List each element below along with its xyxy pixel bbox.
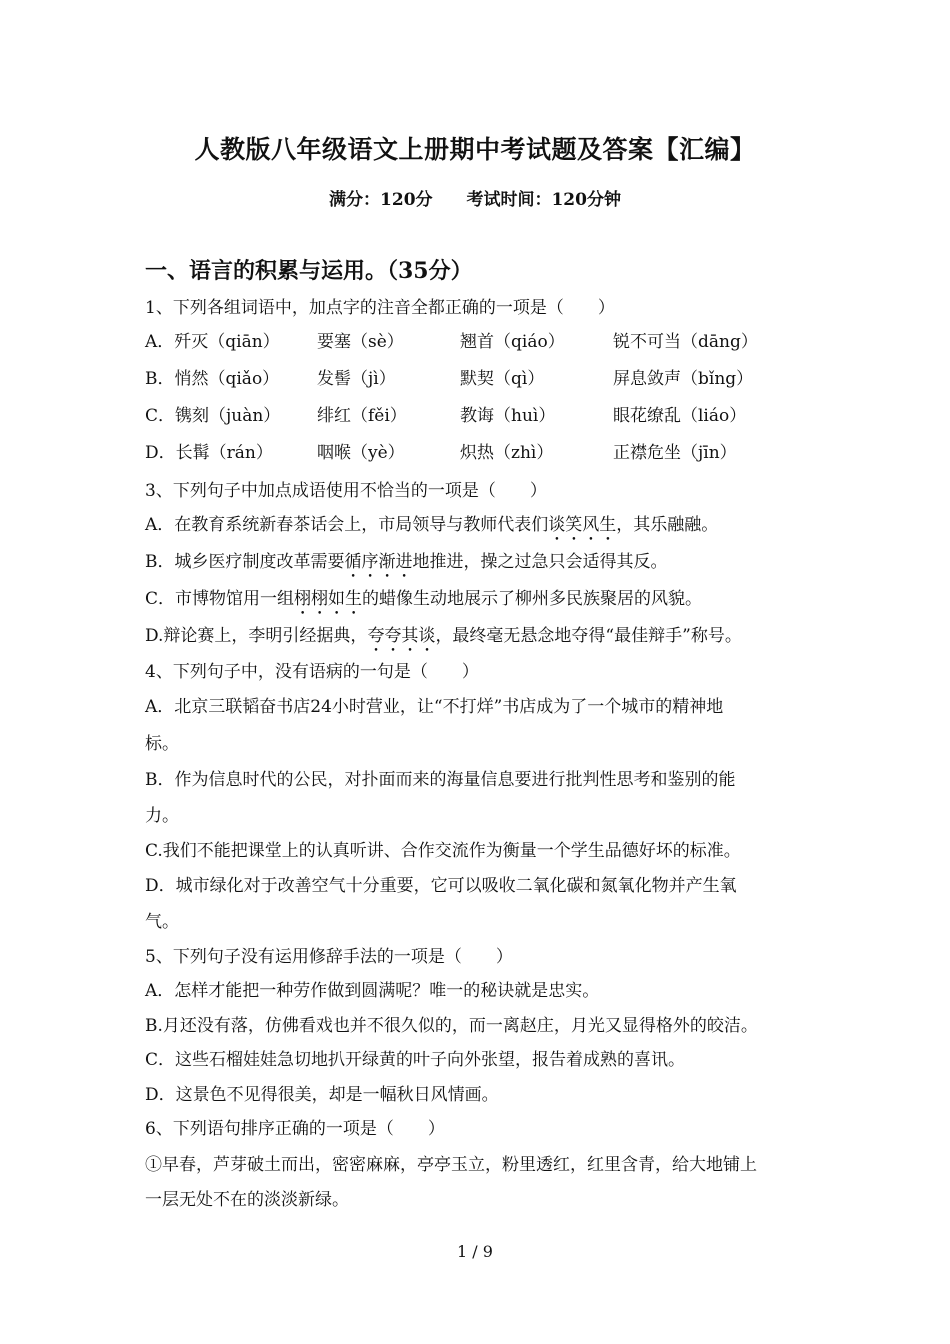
emphasized-idiom: 循序渐进 (344, 552, 413, 572)
question-6-stem: 6、下列语句排序正确的一项是（ ） (145, 1119, 445, 1139)
option-cell: 要塞（sè） (317, 332, 404, 352)
section-heading: 一、语言的积累与运用。（35分） (145, 258, 473, 284)
text-run: 地推进，操之过急只会适得其反。 (412, 552, 668, 572)
option-cell: 正襟危坐（jīn） (613, 443, 737, 463)
option-cell: 屏息敛声（bǐng） (613, 369, 754, 389)
q1-option-row-c (145, 401, 825, 427)
text-run: B．城乡医疗制度改革需要 (145, 552, 345, 572)
q5-option-c: C．这些石榴娃娃急切地扒开绿黄的叶子向外张望，报告着成熟的喜讯。 (145, 1050, 686, 1070)
option-cell: C．镌刻（juàn） (145, 406, 281, 426)
exam-time: 考试时间：120分钟 (466, 190, 621, 210)
full-score: 满分：120分 (329, 190, 433, 210)
exam-info (0, 185, 950, 210)
q3-option-b (145, 547, 668, 582)
q3-option-d (145, 621, 742, 656)
option-cell: 绯红（fěi） (317, 406, 407, 426)
option-cell: 咽喉（yè） (317, 443, 405, 463)
emphasized-idiom: 夸夸其谈 (367, 626, 436, 646)
q1-option-row-b (145, 364, 825, 390)
option-cell: 翘首（qiáo） (460, 332, 565, 352)
q6-sentence-1-cont: 一层无处不在的淡淡新绿。 (145, 1190, 349, 1210)
text-run: C．市博物馆用一组 (145, 589, 295, 609)
page-title: 人教版八年级语文上册期中考试题及答案【汇编】 (194, 135, 756, 164)
emphasized-idiom: 栩栩如生 (294, 589, 363, 609)
q3-option-c (145, 584, 702, 619)
text-run: A．在教育系统新春茶话会上，市局领导与教师代表们 (145, 515, 549, 535)
option-cell: 发髻（jì） (317, 369, 396, 389)
q5-option-b: B.月还没有落，仿佛看戏也并不很久似的，而一离赵庄，月光又显得格外的皎洁。 (145, 1016, 758, 1036)
q3-option-a (145, 510, 718, 545)
q5-option-a: A．怎样才能把一种劳作做到圆满呢？唯一的秘诀就是忠实。 (145, 981, 600, 1001)
emphasized-idiom: 谈笑风生 (548, 515, 617, 535)
q4-option-b: B．作为信息时代的公民，对扑面而来的海量信息要进行批判性思考和鉴别的能 (145, 770, 736, 790)
option-cell: A．歼灭（qiān） (145, 332, 280, 352)
option-cell: 锐不可当（dāng） (613, 332, 758, 352)
q4-option-d-cont: 气。 (145, 912, 179, 932)
q4-option-a-cont: 标。 (145, 734, 179, 754)
page-number: 1 / 9 (457, 1242, 493, 1261)
q4-option-d: D．城市绿化对于改善空气十分重要，它可以吸收二氧化碳和氮氧化物并产生氧 (145, 876, 737, 896)
question-1-stem: 1、下列各组词语中，加点字的注音全都正确的一项是（ ） (145, 298, 615, 318)
option-cell: B．悄然（qiǎo） (145, 369, 280, 389)
option-cell: 眼花缭乱（liáo） (613, 406, 747, 426)
option-cell: 炽热（zhì） (460, 443, 554, 463)
question-5-stem: 5、下列句子没有运用修辞手法的一项是（ ） (145, 947, 513, 967)
option-cell: D．长髯（rán） (145, 443, 273, 463)
question-4-stem: 4、下列句子中，没有语病的一句是（ ） (145, 662, 479, 682)
q1-option-row-a (145, 327, 825, 353)
option-cell: 教诲（huì） (460, 406, 556, 426)
text-run: ，最终毫无悬念地夺得“最佳辩手”称号。 (435, 626, 742, 646)
q4-option-c: C.我们不能把课堂上的认真听讲、合作交流作为衡量一个学生品德好坏的标准。 (145, 841, 741, 861)
q5-option-d: D．这景色不见得很美，却是一幅秋日风情画。 (145, 1085, 499, 1105)
q4-option-a: A．北京三联韬奋书店24小时营业，让“不打烊”书店成为了一个城市的精神地 (145, 697, 724, 717)
question-3-stem: 3、下列句子中加点成语使用不恰当的一项是（ ） (145, 481, 547, 501)
option-cell: 默契（qì） (460, 369, 545, 389)
text-run: 的蜡像生动地展示了柳州多民族聚居的风貌。 (362, 589, 703, 609)
q6-sentence-1: ①早春，芦芽破土而出，密密麻麻，亭亭玉立，粉里透红，红里含青，给大地铺上 (145, 1155, 757, 1175)
q4-option-b-cont: 力。 (145, 806, 179, 826)
text-run: D.辩论赛上，李明引经据典， (145, 626, 368, 646)
q1-option-row-d (145, 438, 825, 464)
text-run: ，其乐融融。 (616, 515, 719, 535)
